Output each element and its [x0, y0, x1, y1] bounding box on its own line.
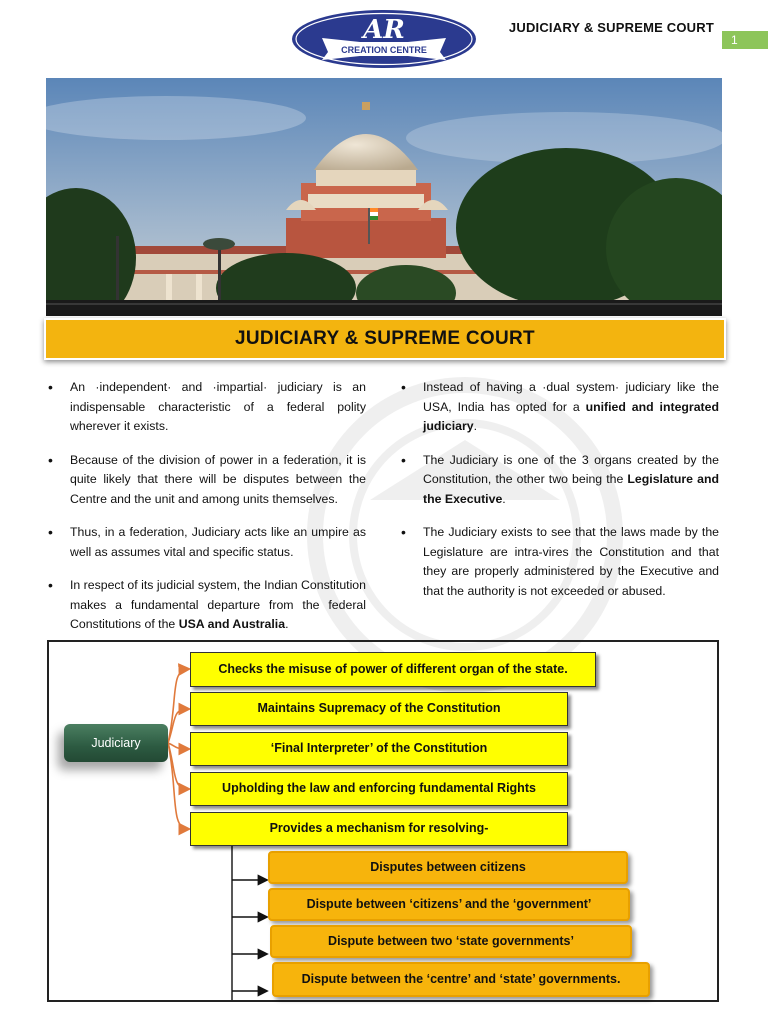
bullet-point: • In respect of its judicial system, the Indian Constitution makes a fundamental departure from the federal Constitutions of the USA and Australia.	[48, 576, 366, 635]
connector-arrow	[168, 743, 188, 749]
bullet-point: • Because of the division of power in a federation, it is quite likely that there will be disputes between the Centre and the unit and among units themselves.	[48, 451, 366, 510]
bullet-point: • Thus, in a federation, Judiciary acts like an umpire as well as assumes vital and specific status.	[48, 523, 366, 562]
dispute-box: Dispute between the ‘centre’ and ‘state’ governments.	[272, 962, 650, 997]
function-box: Maintains Supremacy of the Constitution	[190, 692, 568, 726]
dispute-box: Dispute between ‘citizens’ and the ‘government’	[268, 888, 630, 921]
connector-arrow	[168, 743, 188, 829]
function-box: ‘Final Interpreter’ of the Constitution	[190, 732, 568, 766]
header-title: JUDICIARY & SUPREME COURT	[508, 20, 714, 35]
bullet-point: • The Judiciary is one of the 3 organs created by the Constitution, the other two being the Legislature and the Executive.	[401, 451, 719, 510]
logo-text: AR	[363, 15, 405, 45]
function-box: Provides a mechanism for resolving-	[190, 812, 568, 846]
bullet-point: • The Judiciary exists to see that the laws made by the Legislature are intra-vires the Constitution and that they are properly administered by the Executive and that the authority is not exceeded or abused.	[401, 523, 719, 601]
banner-title: JUDICIARY & SUPREME COURT	[235, 328, 535, 349]
bullet-point: • An ·independent· and ·impartial· judiciary is an indispensable characteristic of a federal polity wherever it exists.	[48, 378, 366, 437]
function-box: Checks the misuse of power of different organ of the state.	[190, 652, 596, 687]
logo-subtext: CREATION CENTRE	[341, 45, 427, 55]
bullet-point: • Instead of having a ·dual system· judiciary like the USA, India has opted for a unified and integrated judiciary.	[401, 378, 719, 437]
dispute-box: Disputes between citizens	[268, 851, 628, 884]
page-number: 1	[722, 31, 768, 49]
dispute-box: Dispute between two ‘state governments’	[270, 925, 632, 958]
function-box: Upholding the law and enforcing fundamental Rights	[190, 772, 568, 806]
judiciary-root-node: Judiciary	[64, 724, 168, 762]
